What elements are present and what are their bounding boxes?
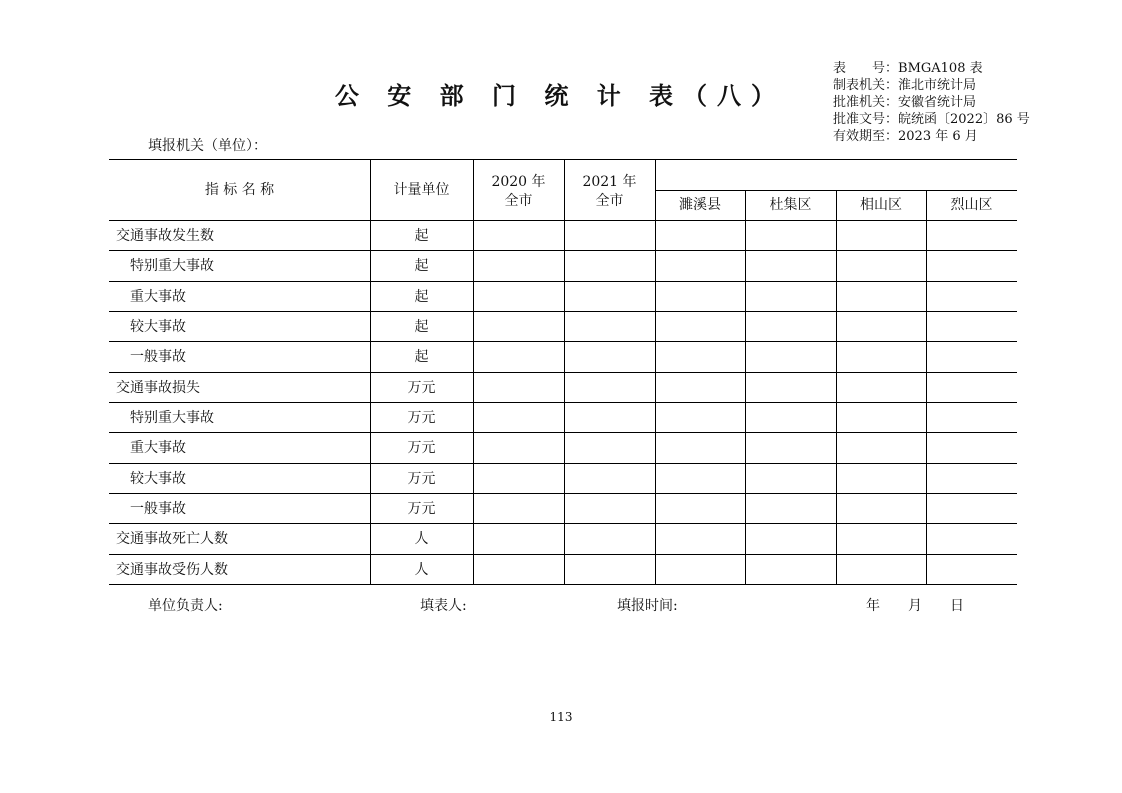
row-indicator-name: 较大事故 — [130, 319, 186, 336]
page-title: 公 安 部 门 统 计 表（八） — [334, 82, 786, 110]
header-district-lieshan: 烈山区 — [950, 197, 993, 213]
reporting-unit-label: 填报机关（单位）： — [148, 138, 267, 154]
row-unit: 起 — [414, 258, 429, 275]
row-indicator-name: 一般事故 — [130, 349, 186, 366]
table-column-divider — [836, 190, 837, 584]
header-unit: 计量单位 — [393, 182, 450, 198]
header-district-suixi: 濉溪县 — [679, 197, 721, 213]
row-indicator-name: 交通事故死亡人数 — [116, 531, 228, 548]
row-unit: 人 — [414, 561, 429, 578]
row-unit: 起 — [414, 288, 429, 305]
footer-filler: 填表人: — [420, 598, 467, 614]
row-unit: 万元 — [407, 470, 436, 487]
header-indicator: 指 标 名 称 — [204, 182, 275, 198]
header-2021 — [564, 173, 655, 211]
district-header-rule — [655, 190, 1017, 191]
header-2021-year: 2021 年 — [582, 174, 637, 190]
row-unit: 万元 — [407, 501, 436, 518]
row-unit: 人 — [414, 531, 429, 548]
footer-responsible: 单位负责人: — [148, 598, 223, 614]
row-indicator-name: 交通事故损失 — [116, 379, 200, 396]
footer-year: 年 — [866, 598, 880, 614]
row-indicator-name: 重大事故 — [130, 288, 186, 305]
meta-approving-agency: 批准机关：安徽省统计局 — [833, 95, 977, 110]
form-metadata — [833, 60, 1030, 145]
header-2021-scope: 全市 — [595, 193, 624, 209]
row-unit: 起 — [414, 228, 429, 245]
meta-approval-number: 批准文号：皖统函〔2022〕86 号 — [833, 112, 1030, 127]
row-unit: 万元 — [407, 440, 436, 457]
row-indicator-name: 特别重大事故 — [130, 410, 214, 427]
table-column-divider — [745, 190, 746, 584]
header-district-duji: 杜集区 — [769, 197, 812, 213]
page-number: 113 — [549, 710, 573, 724]
footer-month: 月 — [908, 598, 922, 614]
meta-issuing-agency: 制表机关：淮北市统计局 — [833, 78, 977, 93]
row-indicator-name: 特别重大事故 — [130, 258, 214, 275]
row-indicator-name: 重大事故 — [130, 440, 186, 457]
row-unit: 起 — [414, 319, 429, 336]
header-2020-scope: 全市 — [504, 193, 533, 209]
row-indicator-name: 交通事故受伤人数 — [116, 561, 228, 578]
row-indicator-name: 一般事故 — [130, 501, 186, 518]
meta-valid-until: 有效期至：2023 年 6 月 — [833, 129, 978, 144]
header-2020-year: 2020 年 — [491, 174, 546, 190]
meta-form-number: 表 号：BMGA108 表 — [833, 61, 983, 76]
row-unit: 万元 — [407, 410, 436, 427]
header-2020 — [473, 173, 564, 211]
header-district-xiangshan: 相山区 — [860, 197, 902, 213]
table-bottom-rule — [109, 584, 1017, 585]
footer-day: 日 — [950, 598, 964, 614]
row-unit: 起 — [414, 349, 429, 366]
row-indicator-name: 较大事故 — [130, 470, 186, 487]
footer-fill-time: 填报时间: — [617, 598, 678, 614]
row-unit: 万元 — [407, 379, 436, 396]
row-indicator-name: 交通事故发生数 — [116, 228, 214, 245]
table-column-divider — [926, 190, 927, 584]
